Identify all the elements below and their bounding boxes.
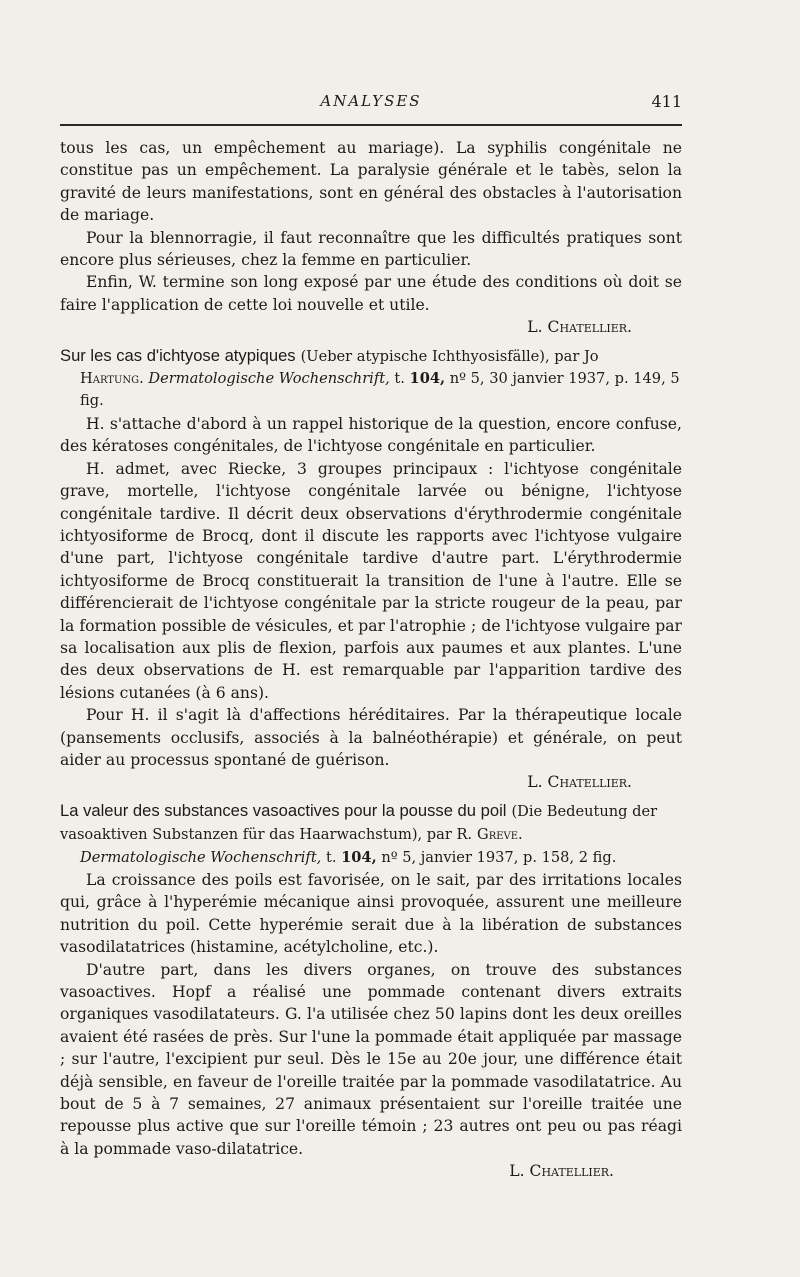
- original-title: (Ueber atypische Ichthyosisfälle), par Jo: [300, 347, 599, 365]
- citation-details: nº 5, 30 janvier 1937, p. 149, 5 fig.: [80, 370, 680, 410]
- paragraph: H. s'attache d'abord à un rappel historique de la question, encore confuse, des kératoses congénitales, de l'ichtyose congénitale en particulier.: [60, 414, 682, 456]
- paragraph: D'autre part, dans les divers organes, on trouve des substances vasoactives. Hopf a réalisé une pommade contenant divers extraits organiques vasodilatateurs. G. l'a utilisée chez 50 lapins dont les deux oreilles avaient été rasées de près. Sur l'une la pommade était appliquée par massage ; sur l'autre, l'excipient pur seul. Dès le 15e au 20e jour, une différence était déjà sensible, en faveur de l'oreille traitée par la pommade vasodilatatrice. Au bout de 5 à 7 semaines, 27 animaux présentaient sur l'oreille traitée une repousse plus active que sur l'oreille témoin ; 23 autres ont peu ou pas réagi à la pommade vaso-dilatatrice.: [60, 960, 682, 1158]
- journal-name: Dermatologische Wochenschrift,: [148, 370, 390, 388]
- paragraph: Pour H. il s'agit là d'affections héréditaires. Par la thérapeutique locale (pansements occlusifs, associés à la balnéothérapie) et générale, on peut aider au processus spontané de guérison.: [60, 706, 682, 769]
- article-heading: [60, 800, 682, 847]
- paragraph: tous les cas, un empêchement au mariage). La syphilis congénitale ne constitue pas un empêchement. La paralysie générale et le tabès, selon la gravité de leurs manifestations, sont en général des obstacles à l'autorisation de mariage.: [60, 139, 682, 225]
- citation: [60, 847, 682, 869]
- volume-prefix: t.: [394, 370, 405, 388]
- author: Greve.: [477, 826, 523, 844]
- article-title: Sur les cas d'ichtyose atypiques: [60, 345, 296, 365]
- signature: L. Chatellier.: [527, 773, 632, 792]
- section-title: ANALYSES: [320, 92, 422, 110]
- original-title: (Die Bedeutung der vasoaktiven Substanzen für das Haarwachstum), par R.: [60, 802, 658, 844]
- paragraph: Enfin, W. termine son long exposé par une étude des conditions où doit se faire l'application de cette loi nouvelle et utile.: [60, 273, 682, 314]
- volume: 104,: [341, 848, 377, 866]
- article-heading: [60, 345, 682, 368]
- volume: 104,: [409, 370, 446, 388]
- paragraph: H. admet, avec Riecke, 3 groupes principaux : l'ichtyose congénitale grave, mortelle, l'ichtyose congénitale larvée ou bénigne, l'ichtyose congénitale tardive. Il décrit deux observations d'érythrodermie congénitale ichtyosiforme de Brocq, dont il discute les rapports avec l'ichtyose vulgaire d'une part, l'ichtyose congénitale tardive d'autre part. L'érythrodermie ichtyosiforme de Brocq constituerait la transition de l'une à l'autre. Elle se différencierait de l'ichtyose congénitale par la stricte rougeur de la peau, par la formation possible de vésicules, et par l'atrophie ; de l'ichtyose vulgaire par sa localisation aux plis de flexion, parfois aux paumes et aux plantes. L'une des deux observations de H. est remarquable par l'apparition tardive des lésions cutanées (à 6 ans).: [60, 459, 682, 702]
- page-body: [60, 137, 682, 1183]
- journal-name: Dermatologische Wochenschrift,: [80, 848, 322, 866]
- paragraph: La croissance des poils est favorisée, on le sait, par des irritations locales qui, grâce à l'hyperémie mécanique ainsi provoquée, assurent une meilleure nutrition du poil. Cette hyperémie serait due à la libération de substances vasodilatatrices (histamine, acétylcholine, etc.).: [60, 871, 682, 957]
- citation-details: nº 5, janvier 1937, p. 158, 2 fig.: [381, 848, 617, 866]
- review-vasoactives: [60, 800, 682, 1183]
- citation: [60, 368, 682, 413]
- author: Hartung.: [80, 370, 144, 388]
- intro-continuation: [60, 137, 682, 339]
- paragraph: Pour la blennorragie, il faut reconnaître que les difficultés pratiques sont encore plus sérieuses, chez la femme en particulier.: [60, 228, 682, 270]
- article-title: La valeur des substances vasoactives pour la pousse du poil: [60, 800, 507, 820]
- page-number: 411: [651, 92, 682, 111]
- running-header: [60, 92, 682, 122]
- review-ichtyose: [60, 345, 682, 794]
- volume-prefix: t.: [325, 848, 337, 866]
- signature: L. Chatellier.: [527, 318, 632, 337]
- signature: L. Chatellier.: [509, 1162, 614, 1181]
- header-divider: [60, 124, 682, 126]
